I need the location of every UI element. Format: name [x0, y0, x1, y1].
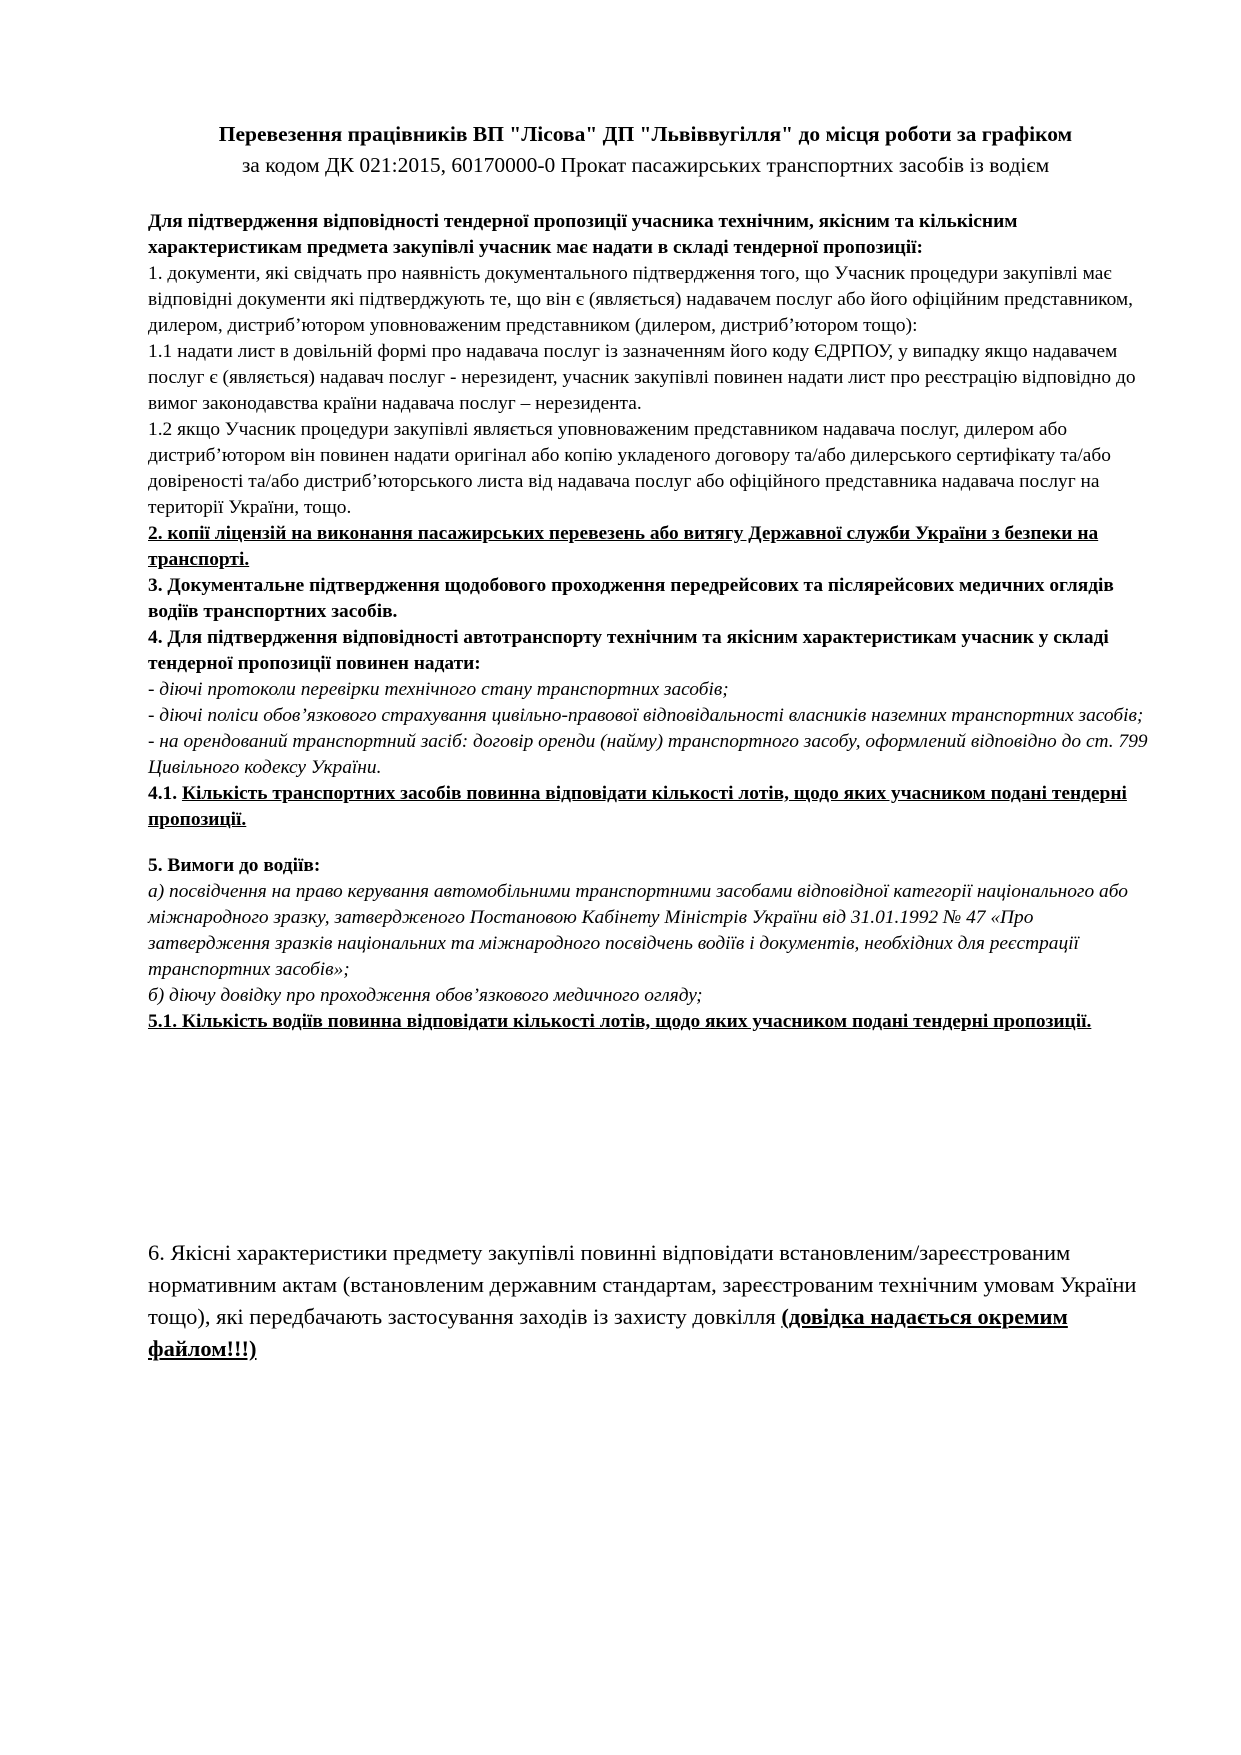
requirements-section	[148, 209, 1158, 1035]
item-5: 5. Вимоги до водіїв:	[148, 855, 321, 876]
item-4: 4. Для підтвердження відповідності автотранспорту технічним та якісним характеристикам учасник у складі тендерної пропозиції повинен надати:	[148, 627, 1109, 674]
document-subtitle: за кодом ДК 021:2015, 60170000-0 Прокат пасажирських транспортних засобів із водієм	[241, 153, 1050, 177]
item-1-2: 1.2 якщо Учасник процедури закупівлі являється уповноваженим представником надавача послуг, дилером або дистриб’ютором він повинен надати оригінал або копію укладеного договору та/або дилерського сертифікату та/або довіреності та/або дистриб’юторського листа від надавача послуг або офіційного представника надавача послуг на території України, тощо.	[148, 419, 1111, 518]
item-3: 3. Документальне підтвердження щодобового проходження передрейсових та післярейсових медичних оглядів водіїв транспортних засобів.	[148, 575, 1114, 622]
item-1: 1. документи, які свідчать про наявність документального підтвердження того, що Учасник процедури закупівлі має відповідні документи які підтверджують те, що він є (являється) надавачем послуг або його офіційним представником, дилером, дистриб’ютором уповноваженим представником (дилером, дистриб’ютором тощо):	[148, 263, 1134, 336]
intro-paragraph: Для підтвердження відповідності тендерної пропозиції учасника технічним, якісним та кількісним характеристикам предмета закупівлі учасник має надати в складі тендерної пропозиції:	[148, 211, 1018, 258]
item-5-a: а) посвідчення на право керування автомобільними транспортними засобами відповідної категорії національного або міжнародного зразку, затвердженого Постановою Кабінету Міністрів України від 31.01.1992 № 47 «Про затвердження зразків національних та міжнародного посвідчень водіїв і документів, необхідних для реєстрації транспортних засобів»;	[148, 881, 1128, 980]
document-title: Перевезення працівників ВП "Лісова" ДП "Львіввугілля" до місця роботи за графіком	[218, 122, 1073, 146]
item-4-1-number: 4.1.	[148, 783, 178, 804]
item-1-1: 1.1 надати лист в довільній формі про надавача послуг із зазначенням його коду ЄДРПОУ, у випадку якщо надавачем послуг є (являється) надавач послуг - нерезидент, учасник закупівлі повинен надати лист про реєстрацію відповідно до вимог законодавства країни надавача послуг – нерезидента.	[148, 341, 1136, 414]
header-block	[0, 118, 1241, 180]
item-4-bullet: - діючі протоколи перевірки технічного стану транспортних засобів;	[148, 679, 729, 700]
item-6-note: (довідка надається окремим файлом!!!)	[148, 1304, 1068, 1361]
item-6	[148, 1237, 1158, 1365]
item-4-bullet: - діючі поліси обов’язкового страхування цивільно-правової відповідальності власників наземних транспортних засобів;	[148, 705, 1144, 726]
item-2: 2. копії ліцензій на виконання пасажирських перевезень або витягу Державної служби України з безпеки на транспорті.	[148, 523, 1099, 570]
item-4-1	[148, 781, 1158, 833]
item-4-1-text: Кількість транспортних засобів повинна відповідати кількості лотів, щодо яких учасником подані тендерні пропозиції.	[148, 783, 1127, 830]
item-6-text: 6. Якісні характеристики предмету закупівлі повинні відповідати встановленим/зареєстрованим нормативним актам (встановленим державним стандартам, зареєстрованим технічним умовам України тощо), які передбачають застосування заходів із захисту довкілля	[148, 1240, 1137, 1329]
item-4-bullet: - на орендований транспортний засіб: договір оренди (найму) транспортного засобу, оформлений відповідно до ст. 799 Цивільного кодексу України.	[148, 731, 1148, 778]
item-6-block	[148, 1237, 1158, 1365]
item-5-b: б) діючу довідку про проходження обов’язкового медичного огляду;	[148, 985, 703, 1006]
item-5-1: 5.1. Кількість водіїв повинна відповідати кількості лотів, щодо яких учасником подані тендерні пропозиції.	[148, 1011, 1092, 1032]
